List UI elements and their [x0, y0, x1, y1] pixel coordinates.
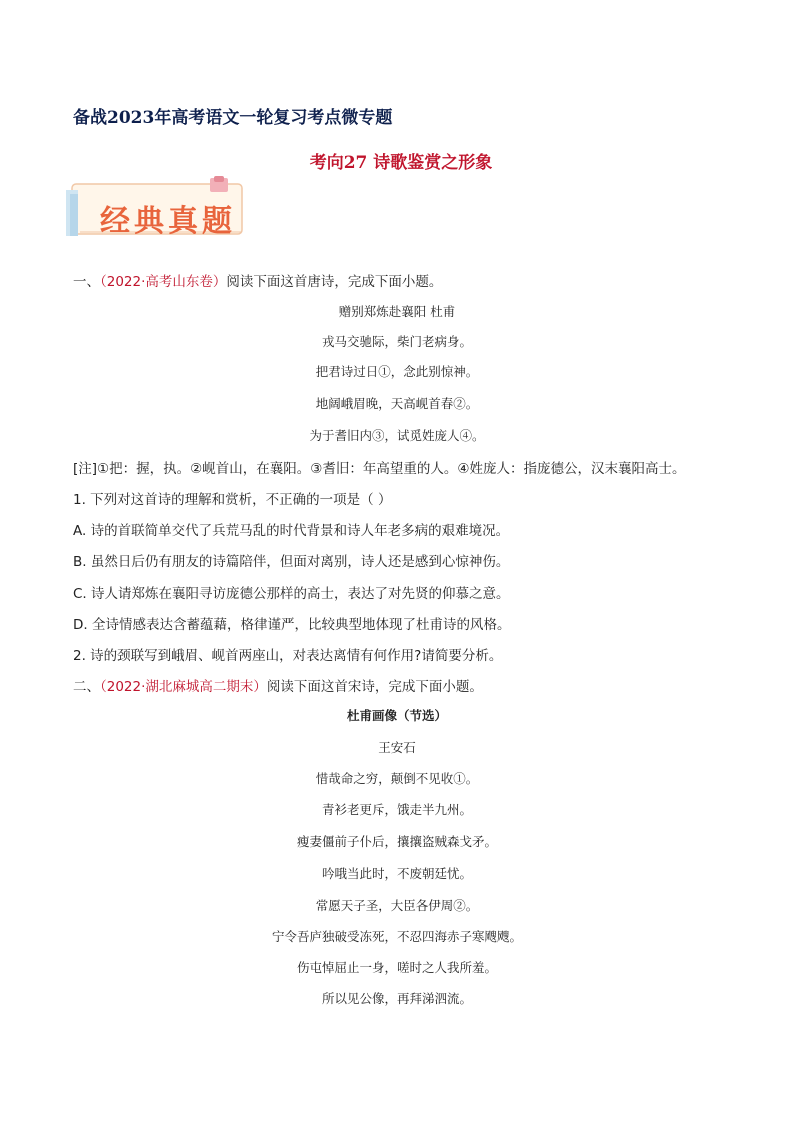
section2-source: （2022·湖北麻城高二期末） — [100, 679, 267, 695]
section2-prefix: 二、 — [73, 679, 100, 695]
option-c: C. 诗人请郑炼在襄阳寻访庞德公那样的高士，表达了对先贤的仰慕之意。 — [73, 586, 510, 602]
section1-source: （2022·高考山东卷） — [100, 274, 227, 290]
poem1-note: [注]①把：握，执。②岘首山，在襄阳。③耆旧：年高望重的人。④姓庞人：指庞德公，汉末襄阳高士。 — [73, 461, 686, 477]
poem1-line: 地阔峨眉晚，天高岘首春②。 — [315, 396, 479, 411]
question-2: 2. 诗的颈联写到峨眉、岘首两座山，对表达离情有何作用?请简要分析。 — [73, 648, 503, 664]
poem1-line: 把君诗过日①，念此别惊神。 — [315, 364, 479, 379]
poem2-author: 王安石 — [378, 740, 416, 755]
section1-prefix: 一、 — [73, 274, 100, 290]
section1-intro — [73, 270, 442, 290]
poem2-line: 宁令吾庐独破受冻死，不忍四海赤子寒飕飕。 — [271, 929, 522, 944]
poem2-line: 瘦妻僵前子仆后，攘攘盗贼森戈矛。 — [296, 834, 497, 849]
poem2-line: 所以见公像，再拜涕泗流。 — [321, 991, 472, 1006]
poem1-line: 为于耆旧内③，试觅姓庞人④。 — [309, 428, 485, 443]
question-1: 1. 下列对这首诗的理解和赏析，不正确的一项是（ ） — [73, 492, 392, 508]
poem2-line: 伤屯悼屈止一身，嗟时之人我所羞。 — [296, 960, 497, 975]
poem1-title: 赠别郑炼赴襄阳 杜甫 — [338, 304, 456, 319]
section-badge-label: 经典真题 — [100, 204, 236, 239]
poem2-line: 青衫老更斥，饿走半九州。 — [321, 802, 472, 817]
poem2-line: 常愿天子圣，大臣各伊周②。 — [315, 898, 479, 913]
option-a: A. 诗的首联简单交代了兵荒马乱的时代背景和诗人年老多病的艰难境况。 — [73, 523, 510, 539]
poem2-line: 惜哉命之穷，颠倒不见收①。 — [315, 771, 479, 786]
document-title: 备战2023年高考语文一轮复习考点微专题 — [73, 108, 393, 128]
poem1-line: 戎马交驰际，柴门老病身。 — [321, 334, 472, 349]
poem2-line: 吟哦当此时，不废朝廷忧。 — [321, 866, 472, 881]
section2-instruction: 阅读下面这首宋诗，完成下面小题。 — [266, 679, 483, 695]
poem2-title: 杜甫画像（节选） — [346, 708, 447, 723]
topic-subtitle: 考向27 诗歌鉴赏之形象 — [309, 153, 493, 173]
section2-intro — [73, 675, 483, 695]
option-b: B. 虽然日后仍有朋友的诗篇陪伴，但面对离别，诗人还是感到心惊神伤。 — [73, 554, 510, 570]
section1-instruction: 阅读下面这首唐诗，完成下面小题。 — [226, 274, 443, 290]
option-d: D. 全诗情感表达含蓄蕴藉，格律谨严，比较典型地体现了杜甫诗的风格。 — [73, 617, 511, 633]
